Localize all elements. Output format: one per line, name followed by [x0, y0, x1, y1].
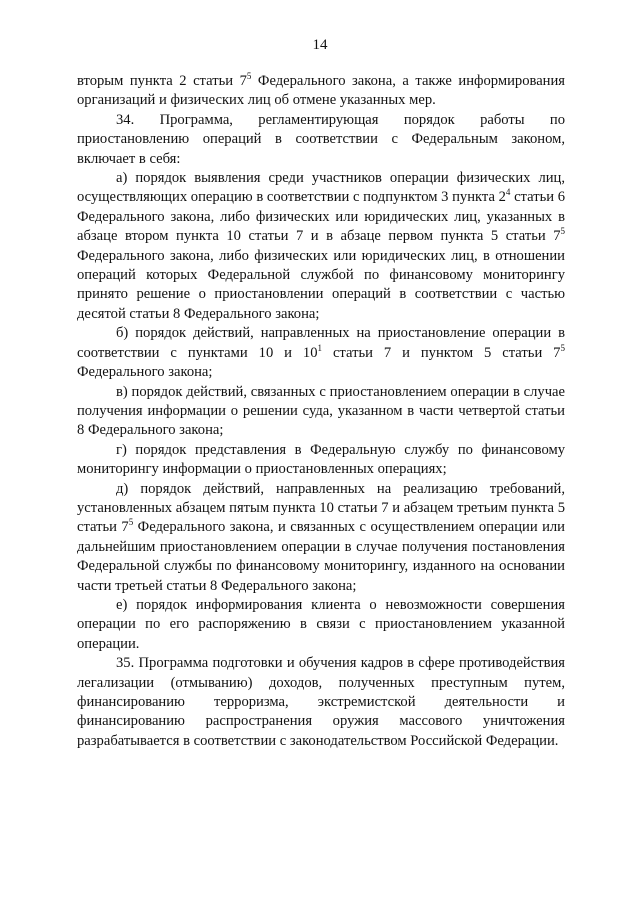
superscript: 5: [560, 342, 565, 353]
text-run: а) порядок выявления среди участников операции физических лиц, осуществляющих операцию в соответствии с подпунктом 3 пункта 2: [77, 170, 565, 206]
text-run: Федерального закона;: [77, 364, 213, 381]
paragraph-4: [77, 324, 565, 382]
superscript: 4: [505, 187, 511, 198]
paragraph-5: [77, 383, 565, 441]
document-body: [77, 72, 565, 751]
text-run: д) порядок действий, направленных на реализацию требований, установленных абзацем пятым пункта 10 статьи 7 и абзацем третьим пункта 5 статьи 7: [77, 480, 565, 536]
paragraph-2: [77, 111, 565, 169]
paragraph-6: [77, 441, 565, 480]
text-run: г) порядок представления в Федеральную службу по финансовому мониторингу информации о приостановленных операциях;: [77, 441, 565, 478]
text-run: е) порядок информирования клиента о невозможности совершения операции по его распоряжению в связи с приостановлением указанной операции.: [77, 596, 565, 652]
text-run: Федерального закона, либо физических или юридических лиц, в отношении операций которых Федеральной службой по финансовому мониторингу принято решение о приостановлении операций в соответствии с частью десятой статьи 8 Федерального закона;: [77, 247, 565, 322]
text-run: статьи 6 Федерального закона, либо физических или юридических лиц, указанных в абзаце втором пункта 10 статьи 7 и в абзаце первом пункта 5 статьи 7: [77, 189, 565, 245]
paragraph-7: [77, 480, 565, 596]
text-run: статьи 7 и пунктом 5 статьи 7: [322, 344, 561, 361]
text-run: б) порядок действий, направленных на приостановление операции в соответствии с пунктами 10 и 10: [77, 325, 565, 361]
text-run: Федерального закона, а также информирования организаций и физических лиц об отмене указанных мер.: [77, 73, 566, 109]
superscript: 5: [560, 226, 565, 237]
text-run: Федерального закона, и связанных с осуществлением операции или дальнейшим приостановлением операции в случае получения постановления Федеральной службы по финансовому мониторингу, изданного на основании части третьей статьи 8 Федерального закона;: [77, 519, 565, 594]
text-run: вторым пункта 2 статьи 7: [77, 73, 247, 89]
paragraph-8: [77, 596, 565, 654]
text-run: в) порядок действий, связанных с приостановлением операции в случае получения информации о решении суда, указанном в части четвертой статьи 8 Федерального закона;: [77, 383, 565, 439]
superscript: 1: [317, 342, 323, 353]
paragraph-3: [77, 169, 565, 324]
text-run: 34. Программа, регламентирующая порядок работы по приостановлению операций в соответствии с Федеральным законом, включает в себя:: [77, 111, 565, 167]
superscript: 5: [246, 71, 252, 82]
page-number: 14: [312, 37, 328, 53]
text-run: 35. Программа подготовки и обучения кадров в сфере противодействия легализации (отмыванию) доходов, полученных преступным путем, финансированию терроризма, экстремистской деятельности и финансированию распространения оружия массового уничтожения разрабатывается в соответствии с законодательством Российской Федерации.: [77, 655, 565, 749]
superscript: 5: [128, 517, 134, 528]
paragraph-1: [77, 72, 565, 111]
paragraph-9: [77, 654, 565, 751]
